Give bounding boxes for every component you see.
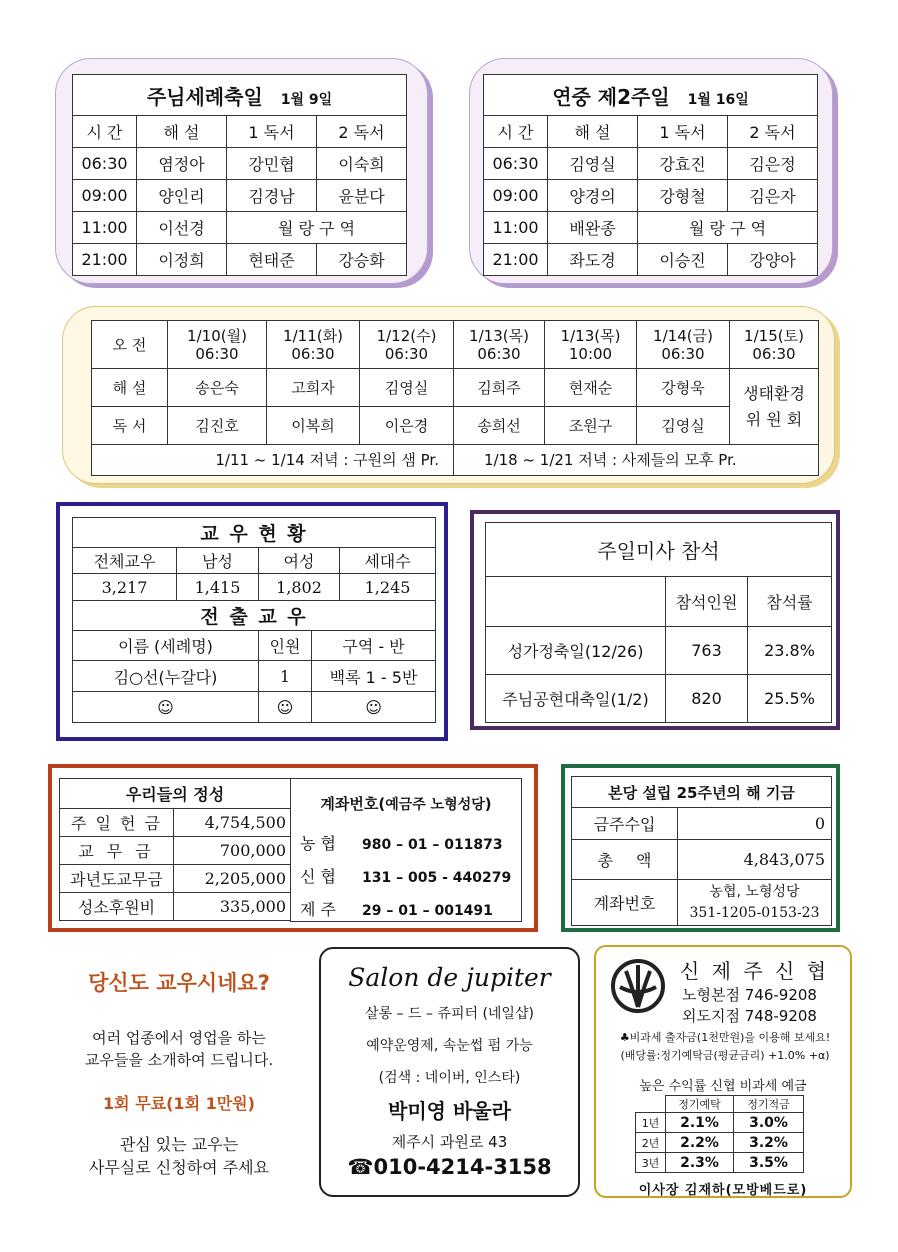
rate-value: 2.1%: [666, 1113, 734, 1133]
salon-name: Salon de jupiter: [348, 963, 551, 992]
rate-header-savings: 정기적금: [734, 1096, 804, 1113]
table-cell: 송은숙: [168, 369, 267, 407]
table-cell: 1: [259, 661, 312, 692]
salon-ad: [319, 947, 580, 1197]
account-number: 131 – 005 - 440279: [362, 870, 512, 886]
credit-union-rate-title: 높은 수익률 신협 비과세 예금: [639, 1079, 807, 1094]
credit-union-branch1: 노형본점 746-9208: [682, 986, 817, 1004]
table-cell: 강형욱: [637, 369, 730, 407]
baptism-date: 1월 9일: [280, 91, 333, 108]
table-cell: 335,000: [174, 893, 291, 921]
table-cell: 김○선(누갈다): [73, 661, 259, 692]
table-cell: 백록 1 - 5반: [312, 661, 436, 692]
table-cell: 3,217: [73, 574, 177, 601]
table-cell: 11:00: [73, 212, 137, 244]
bank-name: 농 협: [300, 834, 336, 853]
rate-header-deposit: 정기예탁: [666, 1096, 734, 1113]
table-cell: 1,245: [340, 574, 436, 601]
header-attendees: 참석인원: [666, 577, 748, 627]
day-time: 06:30: [195, 344, 239, 363]
header-reading1: 1 독서: [227, 116, 317, 148]
table-cell: 주 일 헌 금: [60, 809, 174, 837]
table-cell: 현태준: [227, 244, 317, 276]
bank-name: 신 협: [300, 867, 336, 886]
promo-headline: 당신도 교우시네요?: [88, 971, 270, 995]
promo-line2: 교우들을 소개하여 드립니다.: [84, 1051, 274, 1069]
table-cell: 이은경: [360, 407, 454, 445]
table-cell: 이선경: [137, 212, 227, 244]
table-cell: 양경의: [548, 180, 638, 212]
table-cell: 09:00: [73, 180, 137, 212]
table-cell: 763: [666, 627, 748, 675]
table-cell: 09:00: [484, 180, 548, 212]
table-cell: 700,000: [174, 837, 291, 865]
group-name-line2: 위 원 회: [745, 409, 803, 429]
members-table: [72, 517, 436, 723]
offerings-title: 우리들의 정성: [60, 779, 291, 809]
moved-title: 전 출 교 우: [73, 601, 436, 631]
fund-title: 본당 설립 25주년의 해 기금: [572, 777, 832, 808]
table-cell: 김진호: [168, 407, 267, 445]
table-cell: 이정희: [137, 244, 227, 276]
rate-value: 3.5%: [734, 1153, 804, 1173]
header-commentary: 해 설: [548, 116, 638, 148]
header-reading1: 1 독서: [638, 116, 728, 148]
rate-value: 3.0%: [734, 1113, 804, 1133]
day-time: 06:30: [752, 344, 796, 363]
header-count: 인원: [259, 631, 312, 661]
header-name: 이름 (세례명): [73, 631, 259, 661]
table-cell: 윤분다: [317, 180, 407, 212]
account-row: [300, 831, 520, 854]
day-time: 06:30: [477, 344, 521, 363]
salon-subtitle: 살롱 – 드 – 쥬피터 (네일샵): [365, 1006, 534, 1022]
table-cell: 금주수입: [572, 808, 678, 840]
salon-line1: 예약운영제, 속눈썹 펌 가능: [366, 1038, 533, 1054]
fund-account-bank: 농협, 노형성당: [709, 883, 800, 900]
table-cell: 06:30: [73, 148, 137, 180]
day-date: 1/13(목): [469, 326, 529, 345]
table-cell: 4,843,075: [678, 840, 832, 880]
rate-header-blank: [636, 1096, 666, 1113]
fund-table: [571, 776, 832, 926]
rate-value: 2.3%: [666, 1153, 734, 1173]
group-name-line1: 생태환경: [743, 383, 805, 403]
credit-union-promo1: ♣비과세 출자금(1천만원)을 이용해 보세요!: [619, 1031, 831, 1044]
table-cell: 주님공현대축일(1/2): [486, 675, 666, 723]
ordinary2-title: 연중 제2주일: [552, 84, 670, 109]
table-cell: 820: [666, 675, 748, 723]
members-box: [56, 502, 448, 741]
salon-address: 제주시 과원로 43: [391, 1133, 508, 1151]
header-female: 여성: [259, 548, 340, 574]
offerings-table: [59, 778, 291, 921]
promo-price: 1회 무료(1회 1만원): [103, 1094, 255, 1113]
account-title-close: ): [484, 795, 492, 813]
table-cell: 2,205,000: [174, 865, 291, 893]
credit-union-branch2: 외도지점 748-9208: [682, 1007, 817, 1025]
day-time: 10:00: [568, 344, 613, 363]
account-number: 29 – 01 – 001491: [362, 903, 493, 919]
day-date: 1/13(목): [560, 326, 621, 345]
table-cell: 강승화: [317, 244, 407, 276]
weekday-schedule-card: [62, 306, 835, 484]
baptism-schedule-table: [72, 74, 407, 276]
table-cell: 김영실: [637, 407, 730, 445]
header-time: 시 간: [484, 116, 548, 148]
row-label-am: 오 전: [92, 321, 168, 369]
table-cell: 0: [678, 808, 832, 840]
day-time: 06:30: [384, 344, 429, 363]
day-date: 1/12(수): [376, 326, 437, 345]
rate-year: 1년: [636, 1113, 666, 1133]
weekday-schedule-table: [91, 320, 819, 476]
fund-account-number: 351-1205-0153-23: [689, 904, 820, 921]
table-cell: 김희주: [454, 369, 545, 407]
table-cell: 김영실: [360, 369, 454, 407]
account-number: 980 – 01 – 011873: [362, 837, 503, 853]
bank-name: 제 주: [300, 900, 336, 919]
header-rate: 참석률: [748, 577, 832, 627]
offerings-box: [48, 764, 538, 932]
baptism-title: 주님세례축일: [146, 84, 263, 109]
rate-year: 3년: [636, 1153, 666, 1173]
ordinary2-date: 1월 16일: [687, 91, 749, 108]
fund-box: [561, 764, 840, 932]
table-cell: 성소후원비: [60, 893, 174, 921]
table-cell: 월 랑 구 역: [227, 212, 407, 244]
header-reading2: 2 독서: [728, 116, 818, 148]
account-row: [300, 897, 520, 920]
account-panel: [290, 778, 522, 922]
ordinary2-schedule-table: [483, 74, 818, 276]
table-cell: 김은정: [728, 148, 818, 180]
ordinary2-schedule-card: [469, 58, 833, 284]
table-cell: 이승진: [638, 244, 728, 276]
fund-account-label: 계좌번호: [572, 880, 678, 926]
table-cell: 배완종: [548, 212, 638, 244]
smiley-icon: ☺: [259, 692, 312, 723]
row-label-commentary: 해 설: [92, 369, 168, 407]
table-cell: 성가정축일(12/26): [486, 627, 666, 675]
account-row: [300, 864, 520, 887]
rate-year: 2년: [636, 1133, 666, 1153]
evening-note-left: 1/11 ~ 1/14 저녁 : 구원의 샘 Pr.: [92, 445, 454, 476]
table-cell: 김은자: [728, 180, 818, 212]
day-date: 1/15(토): [744, 326, 804, 345]
table-cell: 4,754,500: [174, 809, 291, 837]
table-cell: 월 랑 구 역: [638, 212, 818, 244]
table-cell: 23.8%: [748, 627, 832, 675]
smiley-icon: ☺: [312, 692, 436, 723]
table-cell: 25.5%: [748, 675, 832, 723]
salon-phone: ☎010-4214-3158: [347, 1155, 552, 1179]
table-cell: 06:30: [484, 148, 548, 180]
header-male: 남성: [177, 548, 259, 574]
table-cell: 총 액: [572, 840, 678, 880]
table-cell: 이복희: [267, 407, 360, 445]
promo-line1: 여러 업종에서 영업을 하는: [92, 1029, 266, 1047]
rate-value: 3.2%: [734, 1133, 804, 1153]
table-cell: 과년도교무금: [60, 865, 174, 893]
table-cell: 강효진: [638, 148, 728, 180]
table-cell: 김영실: [548, 148, 638, 180]
baptism-schedule-card: [55, 58, 428, 284]
account-title-text: 계좌번호(: [320, 795, 386, 813]
header-time: 시 간: [73, 116, 137, 148]
promo-line3: 관심 있는 교우는: [119, 1135, 239, 1154]
table-cell: 좌도경: [548, 244, 638, 276]
promo-line4: 사무실로 신청하여 주세요: [88, 1158, 270, 1177]
evening-note-right: 1/18 ~ 1/21 저녁 : 사제들의 모후 Pr.: [454, 445, 819, 476]
table-cell: 송희선: [454, 407, 545, 445]
day-date: 1/14(금): [653, 326, 713, 345]
table-cell: 1,802: [259, 574, 340, 601]
table-cell: 강양아: [728, 244, 818, 276]
table-cell: 강형철: [638, 180, 728, 212]
credit-union-logo-icon: [610, 957, 666, 1015]
row-label-reading: 독 서: [92, 407, 168, 445]
table-cell: 현재순: [545, 369, 637, 407]
table-cell: 교 무 금: [60, 837, 174, 865]
attendance-box: [470, 510, 840, 730]
table-cell: 고희자: [267, 369, 360, 407]
account-holder: 예금주 노형성당: [385, 797, 485, 813]
header-commentary: 해 설: [137, 116, 227, 148]
rate-value: 2.2%: [666, 1133, 734, 1153]
table-cell: 이숙희: [317, 148, 407, 180]
table-cell: 염정아: [137, 148, 227, 180]
table-cell: 21:00: [73, 244, 137, 276]
members-title: 교 우 현 황: [73, 518, 436, 548]
day-time: 06:30: [661, 344, 705, 363]
header-reading2: 2 독서: [317, 116, 407, 148]
header-households: 세대수: [340, 548, 436, 574]
day-time: 06:30: [291, 344, 335, 363]
promo-ad: [48, 955, 310, 1195]
credit-union-chairman: 이사장 김재하(모방베드로): [638, 1183, 808, 1198]
smiley-icon: ☺: [73, 692, 259, 723]
attendance-title: 주일미사 참석: [486, 523, 832, 577]
table-cell: 1,415: [177, 574, 259, 601]
table-cell: 21:00: [484, 244, 548, 276]
credit-union-title: 신 제 주 신 협: [680, 959, 830, 983]
salon-line2: (검색 : 네이버, 인스타): [378, 1070, 521, 1086]
day-date: 1/10(월): [187, 326, 247, 345]
account-title: [290, 793, 522, 814]
table-cell: 강민협: [227, 148, 317, 180]
credit-union-ad: [594, 945, 852, 1198]
header-district: 구역 - 반: [312, 631, 436, 661]
header-total: 전체교우: [73, 548, 177, 574]
day-date: 1/11(화): [283, 326, 343, 345]
header-blank: [486, 577, 666, 627]
rate-table: [635, 1095, 804, 1173]
attendance-table: [485, 522, 832, 723]
table-cell: 양인리: [137, 180, 227, 212]
salon-owner: 박미영 바울라: [388, 1099, 511, 1123]
credit-union-promo2: (배당률:정기예탁금(평균금리) +1.0% +α): [620, 1049, 830, 1062]
table-cell: 김경남: [227, 180, 317, 212]
table-cell: 11:00: [484, 212, 548, 244]
table-cell: 조원구: [545, 407, 637, 445]
